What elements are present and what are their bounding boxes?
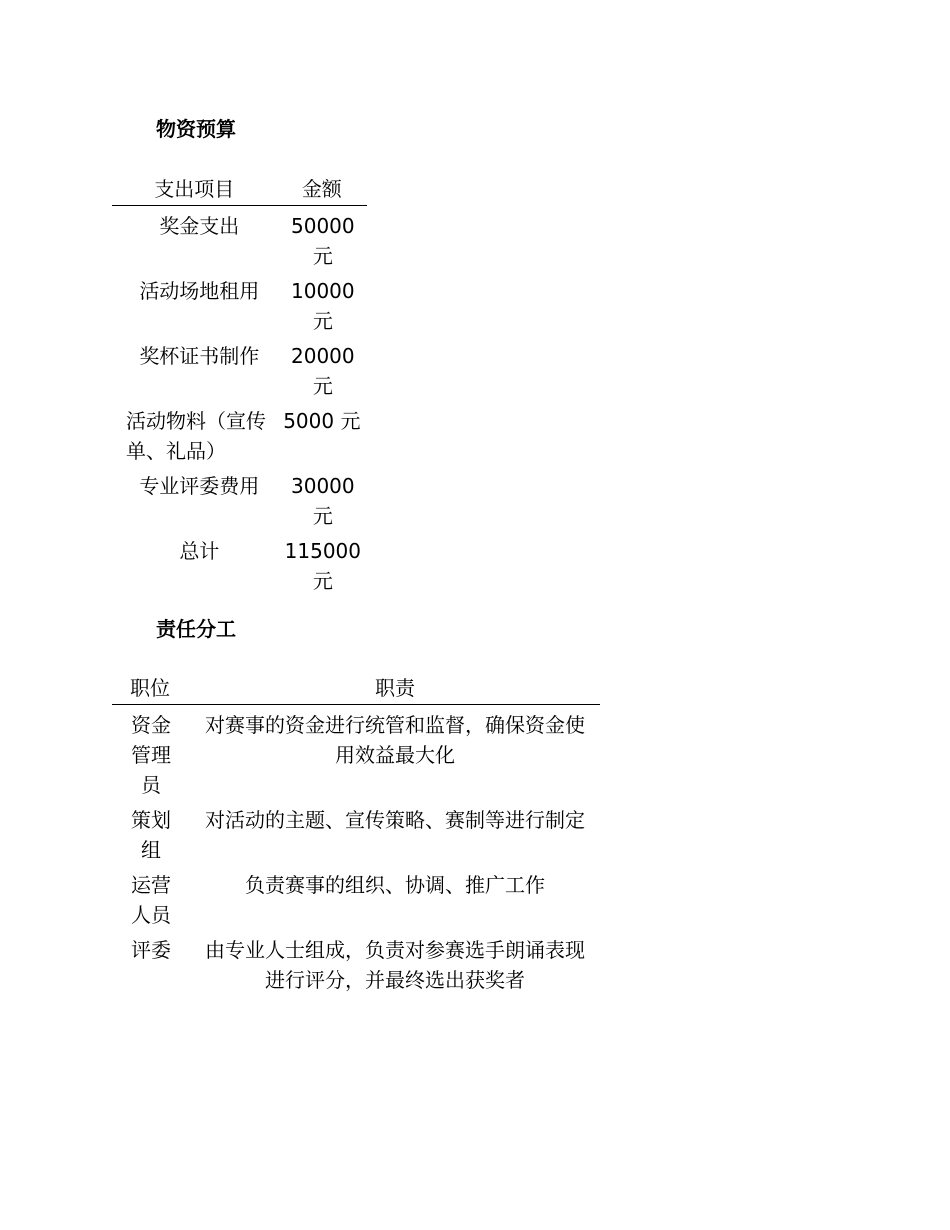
duty-role-cell: 资金管理员 [131,713,171,797]
budget-total-amount: 115000 元 [284,539,361,593]
budget-item-cell: 奖杯证书制作 [139,344,260,368]
budget-total-label: 总计 [179,539,220,563]
table-row [112,206,367,277]
budget-item-cell: 活动物料（宣传单、礼品） [126,409,266,463]
column-header-amount: 金额 [277,174,367,206]
table-header-row [112,673,600,705]
budget-amount-cell: 20000 元 [291,344,355,398]
table-row [112,805,600,870]
budget-item-cell: 专业评委费用 [139,474,260,498]
duty-responsibility-cell: 由专业人士组成，负责对参赛选手朗诵表现进行评分，并最终选出获奖者 [205,938,585,992]
table-row [112,341,367,406]
budget-item-cell: 奖金支出 [159,214,240,238]
table-row [112,935,600,1000]
duty-role-cell: 评委 [131,938,171,962]
column-header-item: 支出项目 [112,174,277,206]
table-row [112,705,600,806]
budget-amount-cell: 10000 元 [291,279,355,333]
table-row [112,471,367,536]
table-row-total [112,536,367,601]
table-header-row [112,174,367,206]
budget-amount-cell: 30000 元 [291,474,355,528]
duties-heading: 责任分工 [156,617,236,641]
budget-heading: 物资预算 [156,117,236,141]
duties-table [112,673,600,1000]
duty-responsibility-cell: 对活动的主题、宣传策略、赛制等进行制定 [205,808,585,832]
budget-table [112,174,367,601]
table-row [112,276,367,341]
table-row [112,406,367,471]
duty-role-cell: 策划组 [131,808,171,862]
budget-item-cell: 活动场地租用 [139,279,260,303]
duty-role-cell: 运营人员 [131,873,171,927]
duty-responsibility-cell: 对赛事的资金进行统管和监督，确保资金使用效益最大化 [205,713,585,767]
duty-responsibility-cell: 负责赛事的组织、协调、推广工作 [245,873,545,897]
budget-amount-cell: 50000 元 [291,214,355,268]
column-header-responsibility: 职责 [190,673,600,705]
table-row [112,870,600,935]
budget-amount-cell: 5000 元 [283,409,361,433]
column-header-role: 职位 [112,673,190,705]
